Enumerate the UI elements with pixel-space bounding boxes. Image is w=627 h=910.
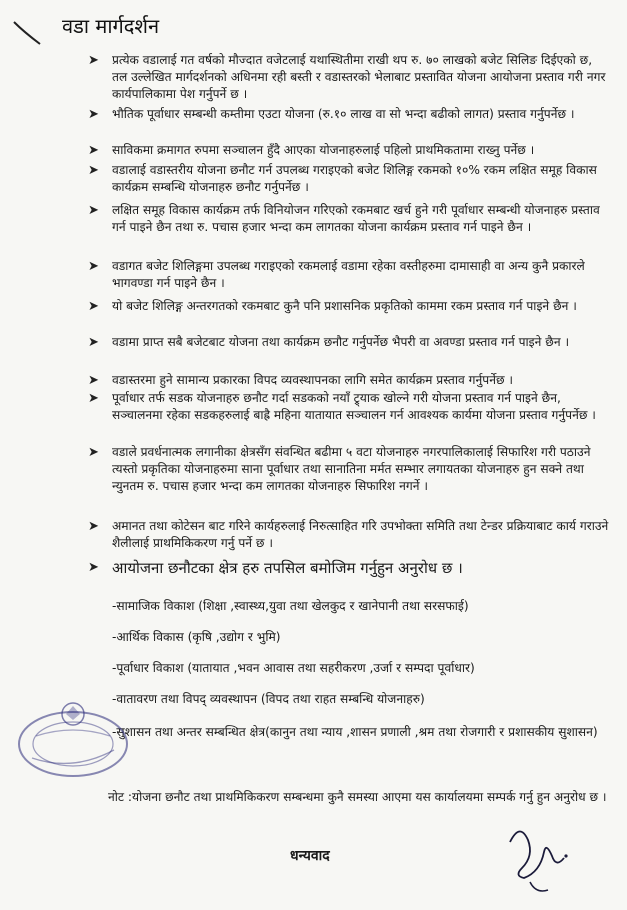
list-item: [88, 518, 609, 558]
guideline-text: वडास्तरमा हुने सामान्य प्रकारका विपद व्यवस्थापनका लागि समेत कार्यक्रम प्रस्ताव गर्नुपर्नेछ ।: [112, 373, 514, 387]
sector-item: -वातावरण तथा विपद् व्यवस्थापन (विपद तथा राहत सम्बन्धि योजनाहरु): [112, 692, 425, 706]
guideline-text: वडाले प्रवर्धनात्मक लगानीका क्षेत्रसँग संवन्धित बढीमा ५ वटा योजनाहरु नगरपालिकालाई सिफारिश गरी पठाउने त्यस्तो प्रकृतिका योजनाहरुमा साना पूर्वाधार तथा सानातिना मर्मत सम्भार लगायतका योजनाहरु हुन सक्ने तथा न्युनतम रु. पचास हजार भन्दा कम लागतका योजनाहरु सिफारिश नगर्ने ।: [112, 445, 591, 493]
guideline-text: यो बजेट शिलिङ्ग अन्तरगतको रकमबाट कुनै पनि प्रशासनिक प्रकृतिको काममा रकम प्रस्ताव गर्न पाइने छैन ।: [112, 299, 577, 313]
list-item: [88, 106, 609, 142]
guideline-text: वडालाई वडास्तरीय योजना छनौट गर्न उपलब्ध गराइएको बजेट शिलिङ्ग रकमको १०% रकम लक्षित समूह विकास कार्यक्रम सम्बन्धि योजनाहरु छनौट गर्नुपर्नेछ ।: [112, 163, 597, 194]
sector-list: [112, 598, 609, 742]
list-item: [88, 162, 609, 202]
sector-item: -पूर्वाधार विकाश (यातायात ,भवन आवास तथा सहरीकरण ,उर्जा र सम्पदा पूर्वाधार): [112, 661, 475, 675]
arrow-bullet-icon: ➤: [88, 259, 99, 274]
arrow-bullet-icon: ➤: [88, 335, 99, 350]
list-item: [88, 558, 609, 582]
guideline-text: लक्षित समूह विकास कार्यक्रम तर्फ विनियोजन गरिएको रकमबाट खर्च हुने गरी पूर्वाधार सम्बन्धी योजनाहरु प्रस्ताव गर्न पाइने छैन तथा रु. पचास हजार भन्दा कम लागतका योजना कार्यक्रम प्रस्ताव गर्न पाइने छैन ।: [112, 203, 600, 234]
arrow-bullet-icon: ➤: [88, 299, 99, 314]
arrow-bullet-icon: ➤: [88, 163, 99, 178]
arrow-bullet-icon: ➤: [88, 203, 99, 218]
guideline-text: वडामा प्राप्त सबै बजेटबाट योजना तथा कार्यक्रम छनौट गर्नुपर्नेछ भैपरी वा अवण्डा प्रस्ताव गर्न पाइने छैन ।: [112, 335, 570, 349]
guideline-text: वडागत बजेट शिलिङ्गमा उपलब्ध गराइएको रकमलाई वडामा रहेका वस्तीहरुमा दामासाही वा अन्य कुनै प्रकारले भागवण्डा गर्न पाइने छैन ।: [112, 259, 585, 290]
list-item: [88, 258, 609, 298]
pen-stroke-mark: [10, 18, 50, 48]
list-item: [88, 390, 609, 444]
guideline-text: पूर्वाधार तर्फ सडक योजनाहरु छनौट गर्दा सडकको नयाँ ट्र्याक खोल्ने गरी योजना प्रस्ताव गर्न पाइने छैन, सञ्चालनमा रहेका सडकहरुलाई बाह्रै महिना यातायात सञ्चालन गर्न आवश्यक कार्यमा योजना प्रस्ताव गर्नुपर्नेछ ।: [112, 391, 596, 422]
guideline-list: [88, 52, 609, 582]
sector-item: -आर्थिक विकास (कृषि ,उद्योग र भुमि): [112, 630, 281, 644]
list-item: [88, 298, 609, 334]
arrow-bullet-icon: ➤: [88, 373, 99, 388]
guideline-text: भौतिक पूर्वाधार सम्बन्धी कम्तीमा एउटा योजना (रु.१० लाख वा सो भन्दा बढीको लागत) प्रस्ताव गर्नुपर्नेछ ।: [112, 107, 575, 121]
arrow-bullet-icon: ➤: [88, 391, 99, 406]
guideline-text: आयोजना छनौटका क्षेत्र हरु तपसिल बमोजिम गर्नुहुन अनुरोध छ ।: [112, 559, 463, 577]
arrow-bullet-icon: ➤: [88, 519, 99, 534]
arrow-bullet-icon: ➤: [88, 53, 99, 68]
sector-item: -सुशासन तथा अन्तर सम्बन्धित क्षेत्र(कानुन तथा न्याय ,शासन प्रणाली ,श्रम तथा रोजगारी र प्रशासकीय सुशासन): [112, 725, 598, 739]
arrow-bullet-icon: ➤: [88, 107, 99, 122]
list-item: [88, 52, 609, 106]
guideline-text: साविकमा क्रमागत रुपमा सञ्चालन हुँदै आएका योजनाहरुलाई पहिलो प्राथमिकतामा राख्नु पर्नेछ ।: [112, 143, 535, 157]
office-seal-stamp: [14, 700, 132, 780]
arrow-bullet-icon: ➤: [88, 143, 99, 158]
guideline-text: अमानत तथा कोटेसन बाट गरिने कार्यहरुलाई निरुत्साहित गरि उपभोक्ता समिति तथा टेन्डर प्रक्रियाबाट कार्य गराउने शैलीलाई प्राथमिकिकरण गर्नु पर्ने छ ।: [112, 519, 609, 550]
list-item: [88, 372, 609, 390]
thanks-text: धन्यवाद: [290, 848, 330, 864]
list-item: [88, 142, 609, 162]
arrow-bullet-icon: ➤: [88, 445, 99, 460]
guideline-text: प्रत्येक वडालाई गत वर्षको मौज्दात वजेटलाई यथास्थितीमा राखी थप रु. ७० लाखको बजेट सिलिङ दिईएको छ, तल उल्लेखित मार्गदर्शनको अधिनमा रही बस्ती र वडास्तरको भेलाबाट प्रस्तावित योजना आयोजना प्रस्ताव गरी नगर कार्यपालिकामा पेश गर्नुपर्ने छ ।: [112, 53, 606, 101]
sector-item: -सामाजिक विकाश (शिक्षा ,स्वास्थ्य,युवा तथा खेलकुद र खानेपानी तथा सरसफाई): [112, 599, 469, 613]
page-heading: वडा मार्गदर्शन: [62, 14, 160, 38]
list-item: [88, 202, 609, 258]
note-text: नोट :योजना छनौट तथा प्राथमिकिकरण सम्बन्धमा कुनै समस्या आएमा यस कार्यालयमा सम्पर्क गर्नु हुन अनुरोध छ ।: [108, 790, 607, 804]
list-item: [88, 444, 609, 518]
arrow-bullet-icon: ➤: [88, 560, 99, 575]
list-item: [88, 334, 609, 372]
handwritten-signature: [500, 812, 575, 897]
